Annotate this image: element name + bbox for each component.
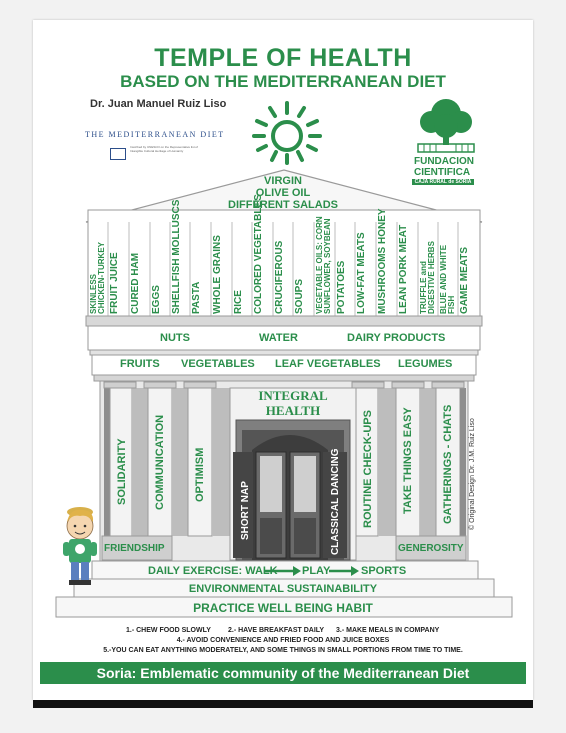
band-leaf-vegetables-label: LEAF VEGETABLES [275, 358, 381, 370]
column-label-6: ROUTINE CHECK-UPS [362, 410, 374, 528]
frieze-item-10: CRUCIFEROUS [274, 240, 285, 314]
step-sustainability-label: ENVIRONMENTAL SUSTAINABILITY [188, 583, 378, 595]
tips-line2: 4.- AVOID CONVENIENCE AND FRIED FOOD AND JUICE BOXES [176, 637, 390, 644]
band-legumes-label: LEGUMES [398, 358, 453, 370]
step-wellbeing-label: PRACTICE WELL BEING HABIT [193, 601, 373, 615]
frieze-item-16: LEAN PORK MEAT [398, 224, 409, 314]
column-label-8: GATHERINGS - CHATS [442, 404, 454, 524]
page-subtitle: BASED ON THE MEDITERRANEAN DIET [120, 72, 446, 91]
column-label-3: OPTIMISM [194, 447, 206, 502]
tips-line1-b: 2.- HAVE BREAKFAST DAILY [228, 627, 325, 634]
frieze-item-5: SHELLFISH MOLLUSCS [171, 199, 182, 314]
author: Dr. Juan Manuel Ruiz Liso [90, 98, 227, 110]
integral-label: INTEGRAL [258, 388, 328, 403]
frieze-item-12: VEGETABLE OILS: CORN SUNFLOWER, SOYBEAN [315, 216, 332, 314]
frieze-item-11: SOUPS [294, 278, 305, 314]
generosity-label: GENEROSITY [398, 543, 464, 554]
frieze-item-14: LOW-FAT MEATS [356, 232, 367, 314]
band-dairy-label: DAIRY PRODUCTS [347, 332, 446, 344]
frieze-item-9: COLORED VEGETABLES [253, 194, 264, 314]
fundacion-line1: FUNDACION [414, 156, 474, 167]
tips-line3: 5.-YOU CAN EAT ANYTHING MODERATELY, AND SOME THINGS IN SMALL PORTIONS FROM TIME TO TIME. [103, 647, 463, 654]
roof-salads: DIFFERENT SALADS [228, 199, 338, 211]
band-vegetables-label: VEGETABLES [181, 358, 255, 370]
step-exercise-label: DAILY EXERCISE: WALK [148, 565, 278, 577]
frieze-item-4: EGGS [151, 285, 162, 314]
step-sports-label: SPORTS [361, 565, 407, 577]
fundacion-line2: CIENTIFICA [414, 167, 471, 178]
band-fruits-label: FRUITS [120, 358, 160, 370]
bottom-banner-text: Soria: Emblematic community of the Mediterranean Diet [96, 665, 470, 681]
band-water-label: WATER [259, 332, 298, 344]
frieze-item-18: BLUE AND WHITE FISH [439, 244, 456, 314]
fundacion-line3: CAJA RURAL de SORIA [412, 179, 474, 185]
page-title: TEMPLE OF HEALTH [154, 44, 412, 72]
frieze-item-8: RICE [233, 290, 244, 314]
copyright-label: © Original Design Dr. J.M. Ruiz Liso [469, 418, 476, 530]
band-nuts [86, 316, 482, 326]
frieze-item-6: PASTA [191, 281, 202, 314]
logo-name: THE MEDITERRANEAN DIET [85, 130, 225, 139]
roof-virgin: VIRGIN [264, 175, 302, 187]
tips-line1-a: 1.- CHEW FOOD SLOWLY [126, 627, 211, 634]
friendship-label: FRIENDSHIP [104, 543, 165, 554]
frieze-item-3: CURED HAM [130, 252, 141, 314]
frieze-item-7: WHOLE GRAINS [212, 235, 223, 314]
frieze-item-17: TRUFFLE and DIGESTIVE HERBS [419, 241, 436, 314]
column-label-4: SHORT NAP [240, 481, 251, 540]
column-label-7: TAKE THINGS EASY [402, 407, 414, 514]
tips-line1-c: 3.- MAKE MEALS IN COMPANY [336, 627, 440, 634]
frieze-item-13: POTATOES [336, 260, 347, 314]
frieze-item-15: MUSHROOMS HONEY [377, 208, 388, 314]
column-label-5: CLASSICAL DANCING [330, 448, 341, 555]
health-label: HEALTH [265, 403, 321, 418]
logo-small-text: Inscribed by UNESCO on the Representative list of Intangible Cultural Heritage of Humanity [130, 145, 198, 153]
frieze-item-19: GAME MEATS [459, 246, 470, 314]
step-play-label: PLAY [302, 565, 331, 577]
band-nuts-label: NUTS [160, 332, 190, 344]
column-label-1: SOLIDARITY [116, 438, 128, 505]
column-label-2: COMMUNICATION [154, 414, 166, 510]
frieze-item-2: FRUIT JUICE [109, 252, 120, 314]
frieze-item-1: SKINLESS CHICKEN-TURKEY [89, 242, 106, 314]
roof-olive-oil: OLIVE OIL [255, 187, 311, 199]
